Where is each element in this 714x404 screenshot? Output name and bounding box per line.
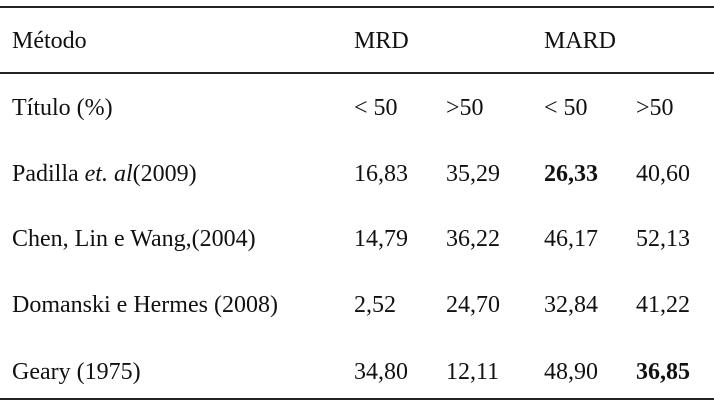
mrd-gt50-cell: 24,70 — [446, 292, 500, 318]
table-row — [0, 157, 714, 191]
mard-lt50-cell: 26,33 — [544, 161, 598, 187]
table-row — [0, 355, 714, 389]
mrd-gt50-cell: 12,11 — [446, 359, 500, 385]
mard-gt50-cell: 40,60 — [636, 161, 690, 187]
mard-gt50-cell: 41,22 — [636, 292, 690, 318]
header-mard: MARD — [544, 28, 617, 54]
mrd-lt50-cell: 2,52 — [354, 292, 396, 318]
mard-gt50-cell: 36,85 — [636, 359, 690, 385]
mard-gt50-cell: 52,13 — [636, 226, 690, 252]
method-prefix: Padilla — [12, 161, 85, 187]
method-cell — [12, 157, 197, 191]
mrd-gt50-cell: 36,22 — [446, 226, 500, 252]
header-mrd: MRD — [354, 28, 409, 54]
mard-lt50-cell: 48,90 — [544, 359, 598, 385]
subheader-label: Título (%) — [12, 95, 113, 121]
top-rule — [0, 6, 714, 8]
table-row — [0, 222, 714, 256]
subheader-row — [0, 91, 714, 125]
subheader-mard-lt50: < 50 — [544, 95, 588, 121]
mrd-lt50-cell: 16,83 — [354, 161, 408, 187]
header-row — [0, 24, 714, 58]
mrd-lt50-cell: 34,80 — [354, 359, 408, 385]
mrd-gt50-cell: 35,29 — [446, 161, 500, 187]
subheader-mard-gt50: >50 — [636, 95, 674, 121]
subheader-mrd-lt50: < 50 — [354, 95, 398, 121]
header-method: Método — [12, 28, 87, 54]
mard-lt50-cell: 46,17 — [544, 226, 598, 252]
subheader-mrd-gt50: >50 — [446, 95, 484, 121]
mrd-lt50-cell: 14,79 — [354, 226, 408, 252]
bottom-rule — [0, 398, 714, 400]
mard-lt50-cell: 32,84 — [544, 292, 598, 318]
table-row — [0, 288, 714, 322]
method-cell: Geary (1975) — [12, 359, 141, 385]
method-cell: Chen, Lin e Wang,(2004) — [12, 226, 256, 252]
header-rule — [0, 72, 714, 74]
method-suffix: (2009) — [132, 161, 197, 187]
method-cell: Domanski e Hermes (2008) — [12, 292, 278, 318]
method-italic: et. al — [84, 161, 133, 187]
